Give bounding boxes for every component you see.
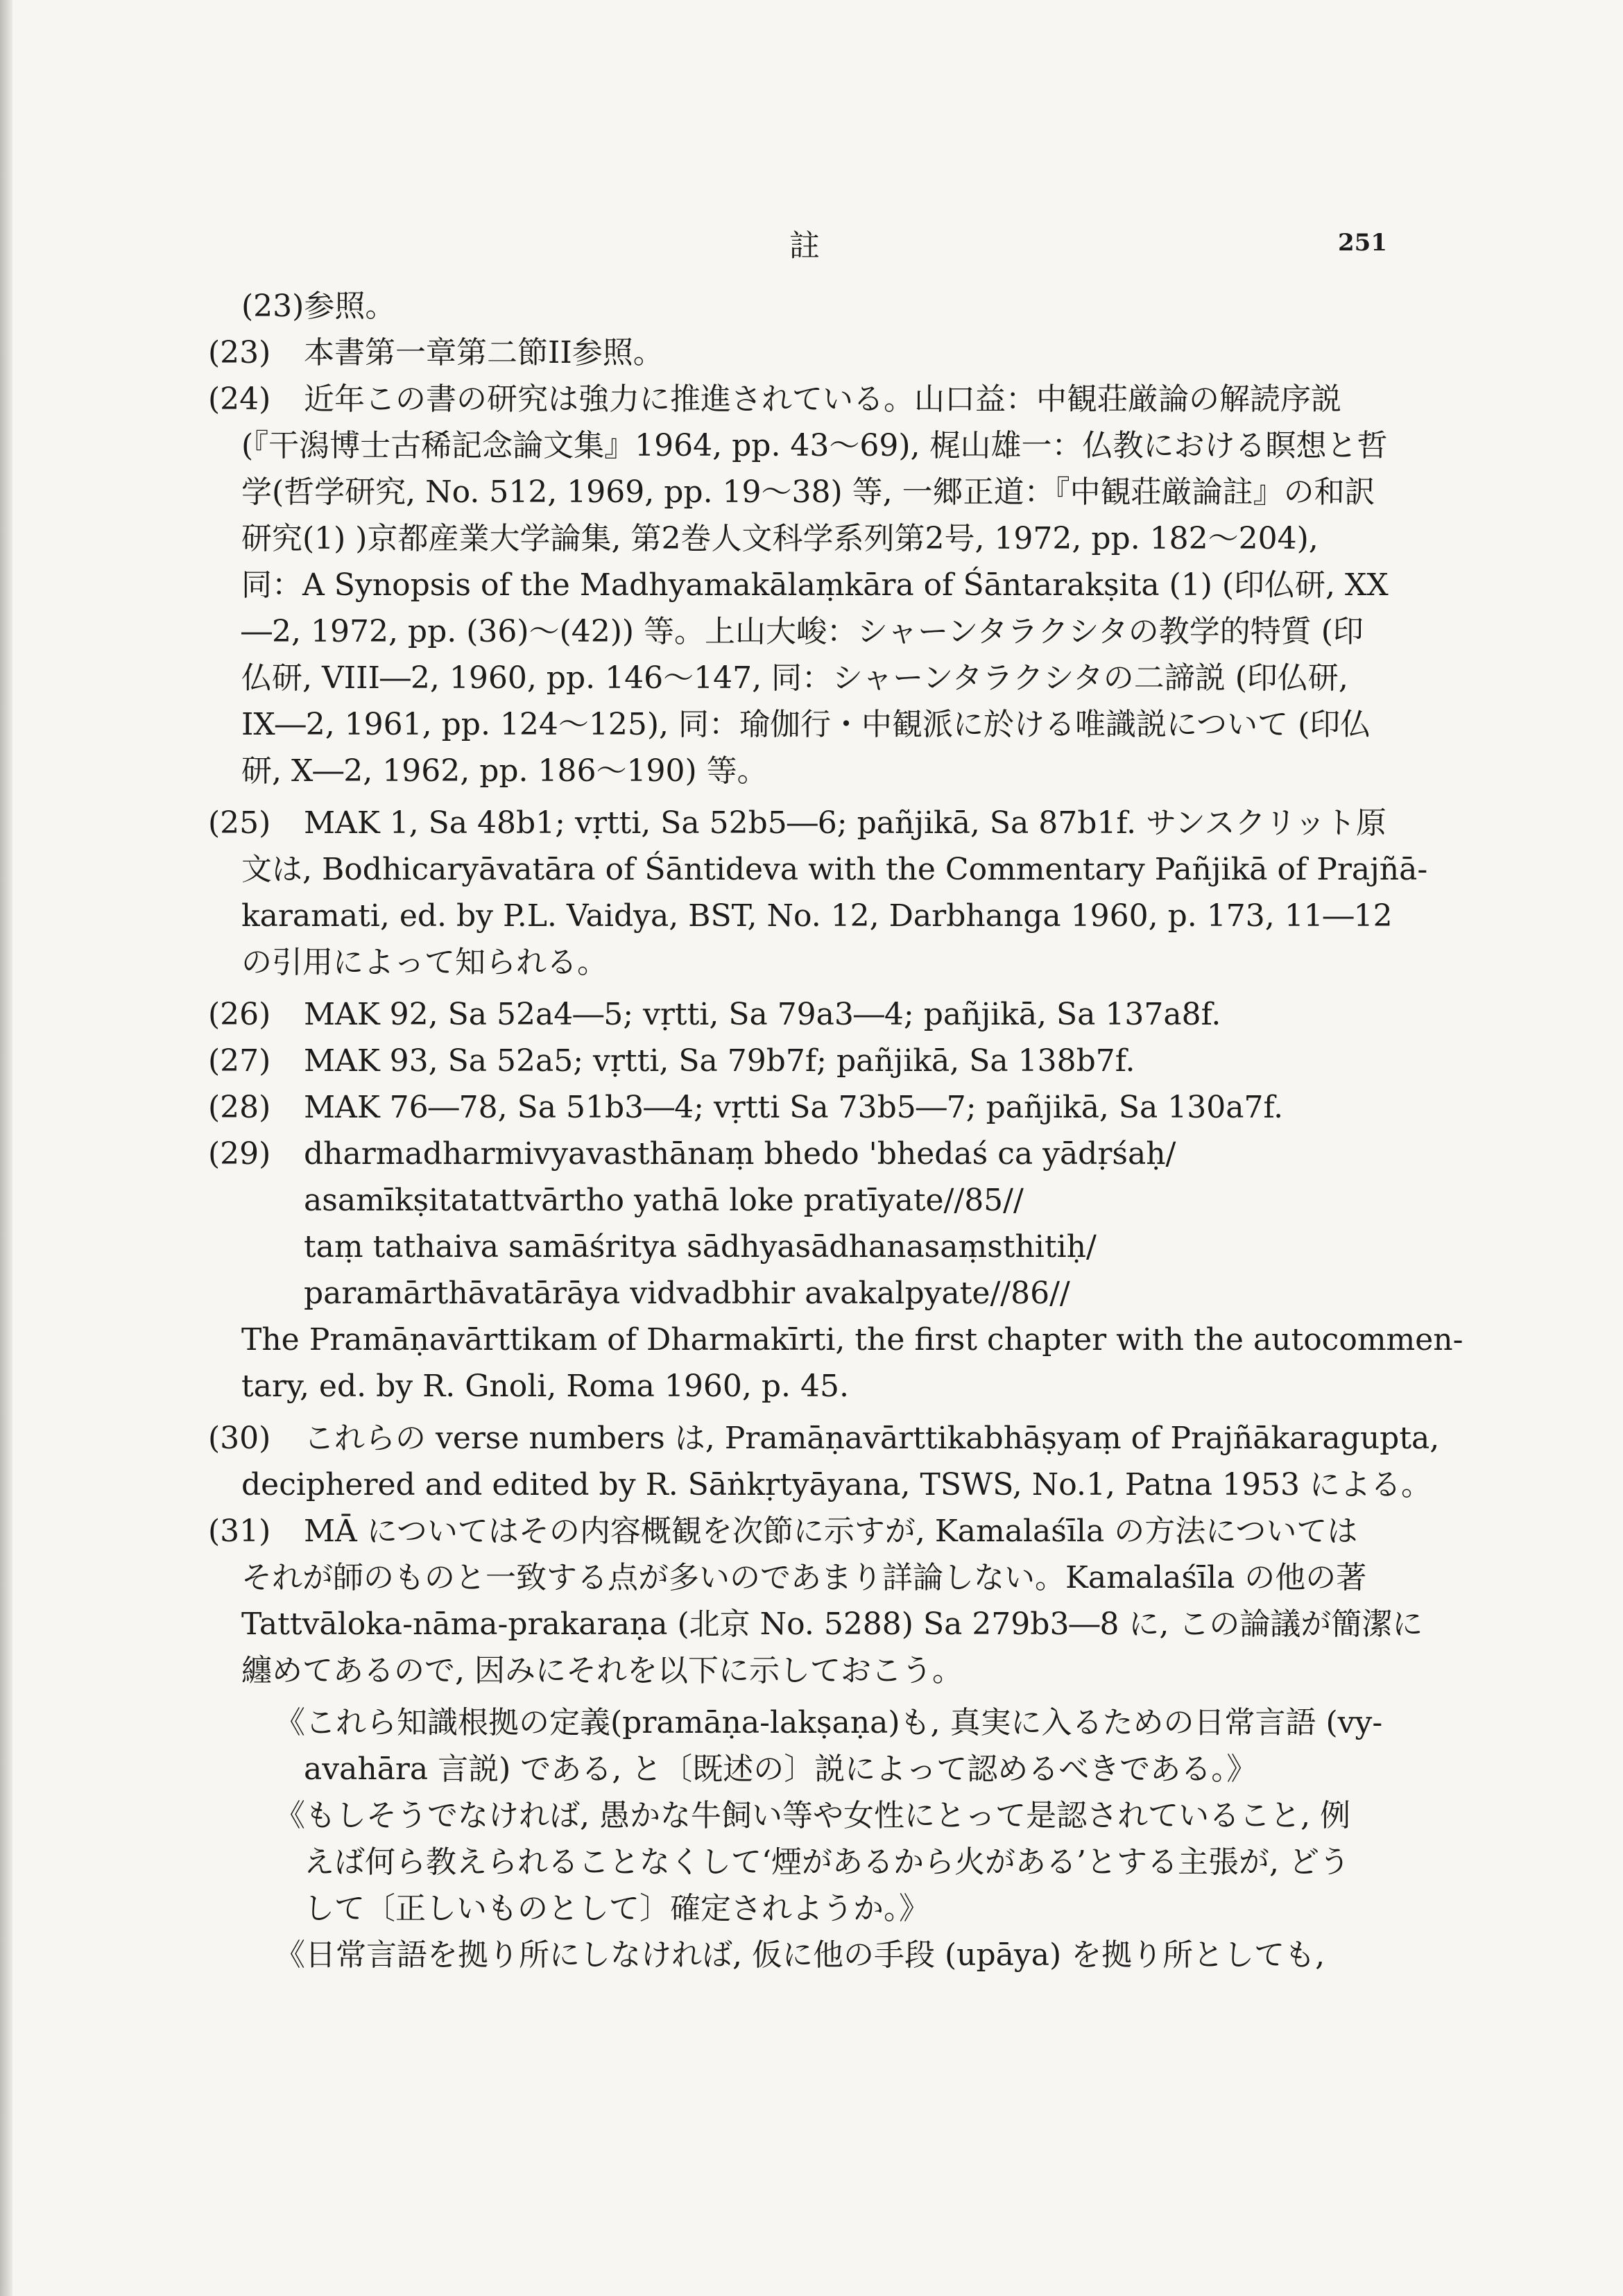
quote-line: 《これら知識根拠の定義(pramāṇa-lakṣaṇa)も, 真実に入るための日常言語 (vy- <box>275 1705 1383 1740</box>
note-text: MĀ についてはその内容概観を次節に示すが, Kamalaśīla の方法については <box>304 1514 1358 1549</box>
note-number: (30) <box>208 1421 271 1456</box>
note-text: 近年この書の研究は強力に推進されている。山口益：中観荘厳論の解読序説 <box>304 382 1341 417</box>
note-line: (『干潟博士古稀記念論文集』1964, pp. 43～69), 梶山雄一：仏教における瞑想と哲 <box>241 428 1388 463</box>
note-text: MAK 93, Sa 52a5; vṛtti, Sa 79b7f; pañjikā, Sa 138b7f. <box>304 1043 1135 1079</box>
note-31 <box>208 1508 1401 1554</box>
note-line: IX―2, 1961, pp. 124～125), 同：瑜伽行・中観派に於ける唯識説について (印仏 <box>241 707 1371 742</box>
note-line: The Pramāṇavārttikam of Dharmakīrti, the first chapter with the autocommen- <box>241 1322 1463 1357</box>
note-text: MAK 1, Sa 48b1; vṛtti, Sa 52b5―6; pañjikā, Sa 87b1f. サンスクリット原 <box>304 805 1386 841</box>
verse-line: paramārthāvatārāya vidvadbhir avakalpyate//86// <box>304 1276 1070 1311</box>
note-line: deciphered and edited by R. Sāṅkṛtyāyana, TSWS, No.1, Patna 1953 による。 <box>241 1467 1432 1502</box>
note-number: (29) <box>208 1136 271 1172</box>
note-29 <box>208 1131 1401 1177</box>
note-number: (31) <box>208 1514 271 1549</box>
note-30 <box>208 1415 1440 1462</box>
quote-line: 《日常言語を拠り所にしなければ, 仮に他の手段 (upāya) を拠り所としても, <box>275 1937 1325 1973</box>
note-28 <box>208 1084 1401 1131</box>
note-text: 本書第一章第二節II参照。 <box>304 335 664 370</box>
note-number: (25) <box>208 805 271 841</box>
note-number: (28) <box>208 1090 271 1125</box>
quote-line: 《もしそうでなければ, 愚かな牛飼い等や女性にとって是認されていること, 例 <box>275 1798 1351 1833</box>
quote-line: して〔正しいものとして〕確定されようか。》 <box>304 1891 929 1926</box>
note-number: (26) <box>208 997 271 1032</box>
note-line: tary, ed. by R. Gnoli, Roma 1960, p. 45. <box>241 1369 849 1404</box>
note-line: ―2, 1972, pp. (36)～(42)) 等。上山大峻：シャーンタラクシタの教学的特質 (印 <box>241 614 1364 649</box>
note-line: (23)参照。 <box>241 289 396 324</box>
scan-edge-shadow <box>0 0 12 2296</box>
note-number: (23) <box>208 335 271 370</box>
verse-line: taṃ tathaiva samāśritya sādhyasādhanasaṃsthitiḥ/ <box>304 1229 1097 1265</box>
page-number: 251 <box>1338 229 1387 257</box>
note-27 <box>208 1038 1401 1084</box>
note-line: の引用によって知られる。 <box>241 945 608 980</box>
running-head-title: 註 <box>789 228 820 264</box>
note-line: karamati, ed. by P.L. Vaidya, BST, No. 12, Darbhanga 1960, p. 173, 11―12 <box>241 898 1393 934</box>
note-text: MAK 92, Sa 52a4―5; vṛtti, Sa 79a3―4; pañjikā, Sa 137a8f. <box>304 997 1221 1032</box>
note-24 <box>208 376 1401 422</box>
note-text: MAK 76―78, Sa 51b3―4; vṛtti Sa 73b5―7; pañjikā, Sa 130a7f. <box>304 1090 1284 1125</box>
note-line: 同：A Synopsis of the Madhyamakālaṃkāra of Śāntarakṣita (1) (印仏研, XX <box>241 567 1389 603</box>
note-line: 纏めてあるので, 因みにそれを以下に示しておこう。 <box>241 1653 963 1688</box>
note-number: (24) <box>208 382 271 417</box>
note-26 <box>208 991 1401 1038</box>
note-line: Tattvāloka-nāma-prakaraṇa (北京 No. 5288) Sa 279b3―8 に, この論議が簡潔に <box>241 1607 1423 1642</box>
note-23 <box>208 329 1401 376</box>
note-line: 文は, Bodhicaryāvatāra of Śāntideva with the Commentary Pañjikā of Prajñā- <box>241 852 1428 887</box>
note-text: これらの verse numbers は, Pramāṇavārttikabhāṣyaṃ of Prajñākaragupta, <box>304 1421 1440 1456</box>
note-line: 仏研, VIII―2, 1960, pp. 146～147, 同：シャーンタラクシタの二諦説 (印仏研, <box>241 660 1348 696</box>
verse-line: dharmadharmivyavasthānaṃ bhedo 'bhedaś ca yādṛśaḥ/ <box>304 1136 1176 1172</box>
note-25 <box>208 800 1401 846</box>
notes-body <box>208 283 1463 1978</box>
verse-line: asamīkṣitatattvārtho yathā loke pratīyate//85// <box>304 1183 1024 1218</box>
quote-line: えば何ら教えられることなくして‘煙があるから火がある’とする主張が, どう <box>304 1844 1350 1880</box>
note-line: 研究(1) )京都産業大学論集, 第2巻人文科学系列第2号, 1972, pp. 182～204), <box>241 521 1319 556</box>
note-line: それが師のものと一致する点が多いのであまり詳論しない。Kamalaśīla の他の著 <box>241 1560 1367 1595</box>
quote-line: avahāra 言説) である, と〔既述の〕説によって認めるべきである。》 <box>304 1751 1257 1787</box>
note-line: 研, X―2, 1962, pp. 186～190) 等。 <box>241 753 768 789</box>
note-line: 学(哲学研究, No. 512, 1969, pp. 19～38) 等, 一郷正道：『中観荘厳論註』の和訳 <box>241 474 1375 510</box>
note-number: (27) <box>208 1043 271 1079</box>
